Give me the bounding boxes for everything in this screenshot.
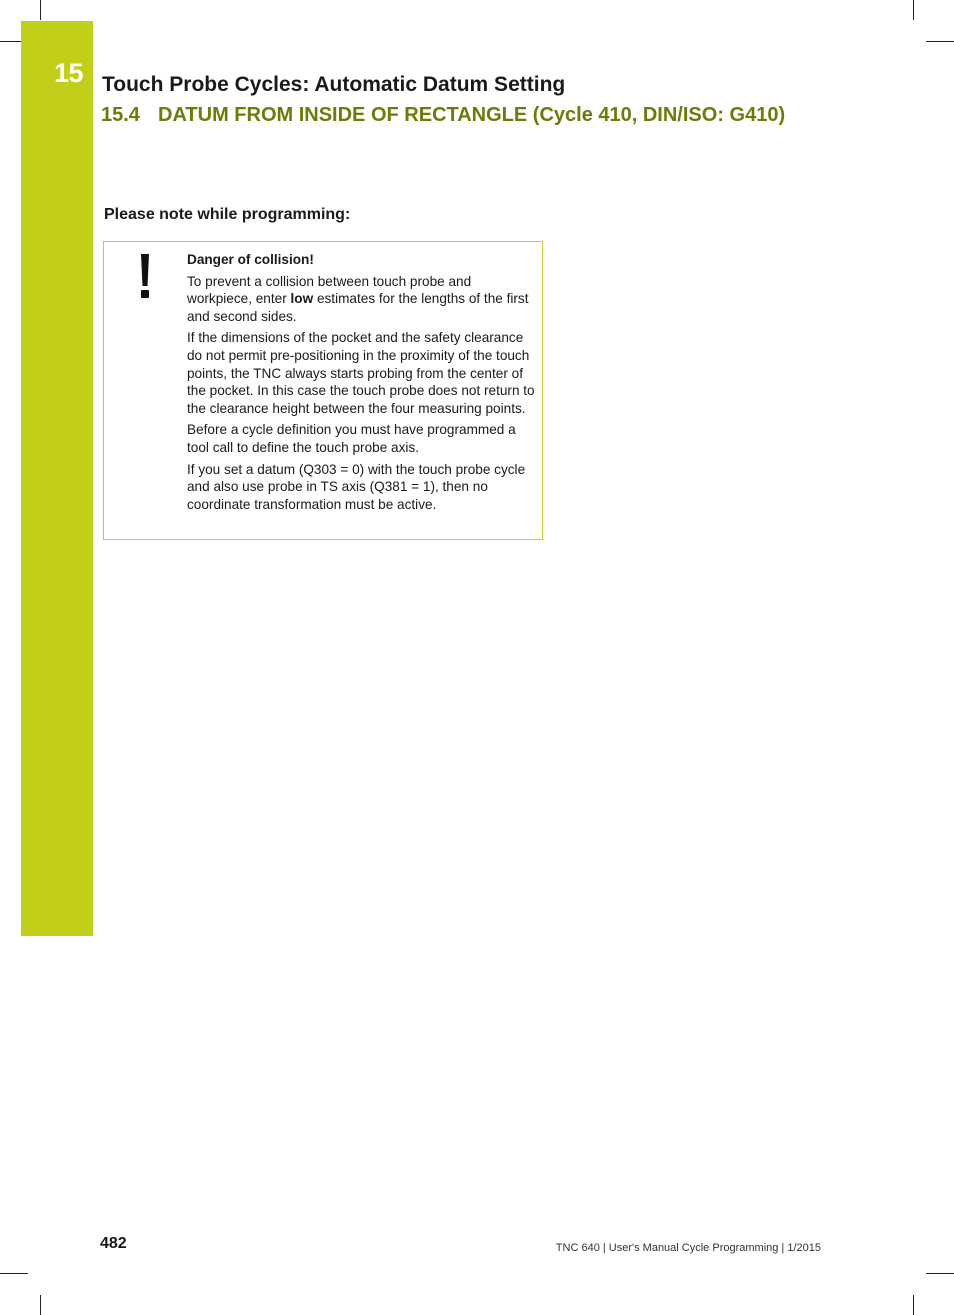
note-heading: Please note while programming: xyxy=(104,206,351,223)
warning-paragraph: If the dimensions of the pocket and the safety clearance do not permit pre-positioning in the proximity of the touch points, the TNC always starts probing from the center of the pocket. In this case the touch probe does not return to the clearance height between the four measuring points. xyxy=(187,330,535,416)
chapter-title: Touch Probe Cycles: Automatic Datum Setting xyxy=(102,73,566,96)
warning-box xyxy=(103,241,543,540)
crop-mark xyxy=(913,1295,914,1315)
crop-mark xyxy=(926,1273,954,1274)
crop-mark xyxy=(926,41,954,42)
section-title: DATUM FROM INSIDE OF RECTANGLE (Cycle 410, DIN/ISO: G410) xyxy=(158,104,786,126)
warning-divider xyxy=(184,242,185,539)
warning-title: Danger of collision! xyxy=(187,252,314,267)
page-number: 482 xyxy=(100,1235,127,1252)
warning-paragraph: Before a cycle definition you must have programmed a tool call to define the touch probe axis. xyxy=(187,422,516,455)
chapter-side-band xyxy=(21,21,93,936)
crop-mark xyxy=(40,1295,41,1315)
bold-text: low xyxy=(290,291,314,307)
exclamation-icon xyxy=(138,254,152,300)
crop-mark xyxy=(40,0,41,20)
crop-mark xyxy=(0,1273,28,1274)
warning-paragraph xyxy=(187,273,537,326)
text-run: To prevent a collision between touch probe and workpiece, enter xyxy=(187,273,472,307)
footer-doc-info: TNC 640 | User's Manual Cycle Programming | 1/2015 xyxy=(555,1242,821,1254)
chapter-number: 15 xyxy=(54,58,84,88)
crop-mark xyxy=(913,0,914,20)
warning-text xyxy=(187,251,537,517)
text-run: estimates for the lengths of the first and second sides. xyxy=(187,291,529,324)
warning-paragraph: If you set a datum (Q303 = 0) with the touch probe cycle and also use probe in TS axis (Q381 = 1), then no coordinate transformation must be active. xyxy=(187,461,526,512)
section-number: 15.4 xyxy=(101,104,140,126)
section-heading xyxy=(101,104,785,127)
